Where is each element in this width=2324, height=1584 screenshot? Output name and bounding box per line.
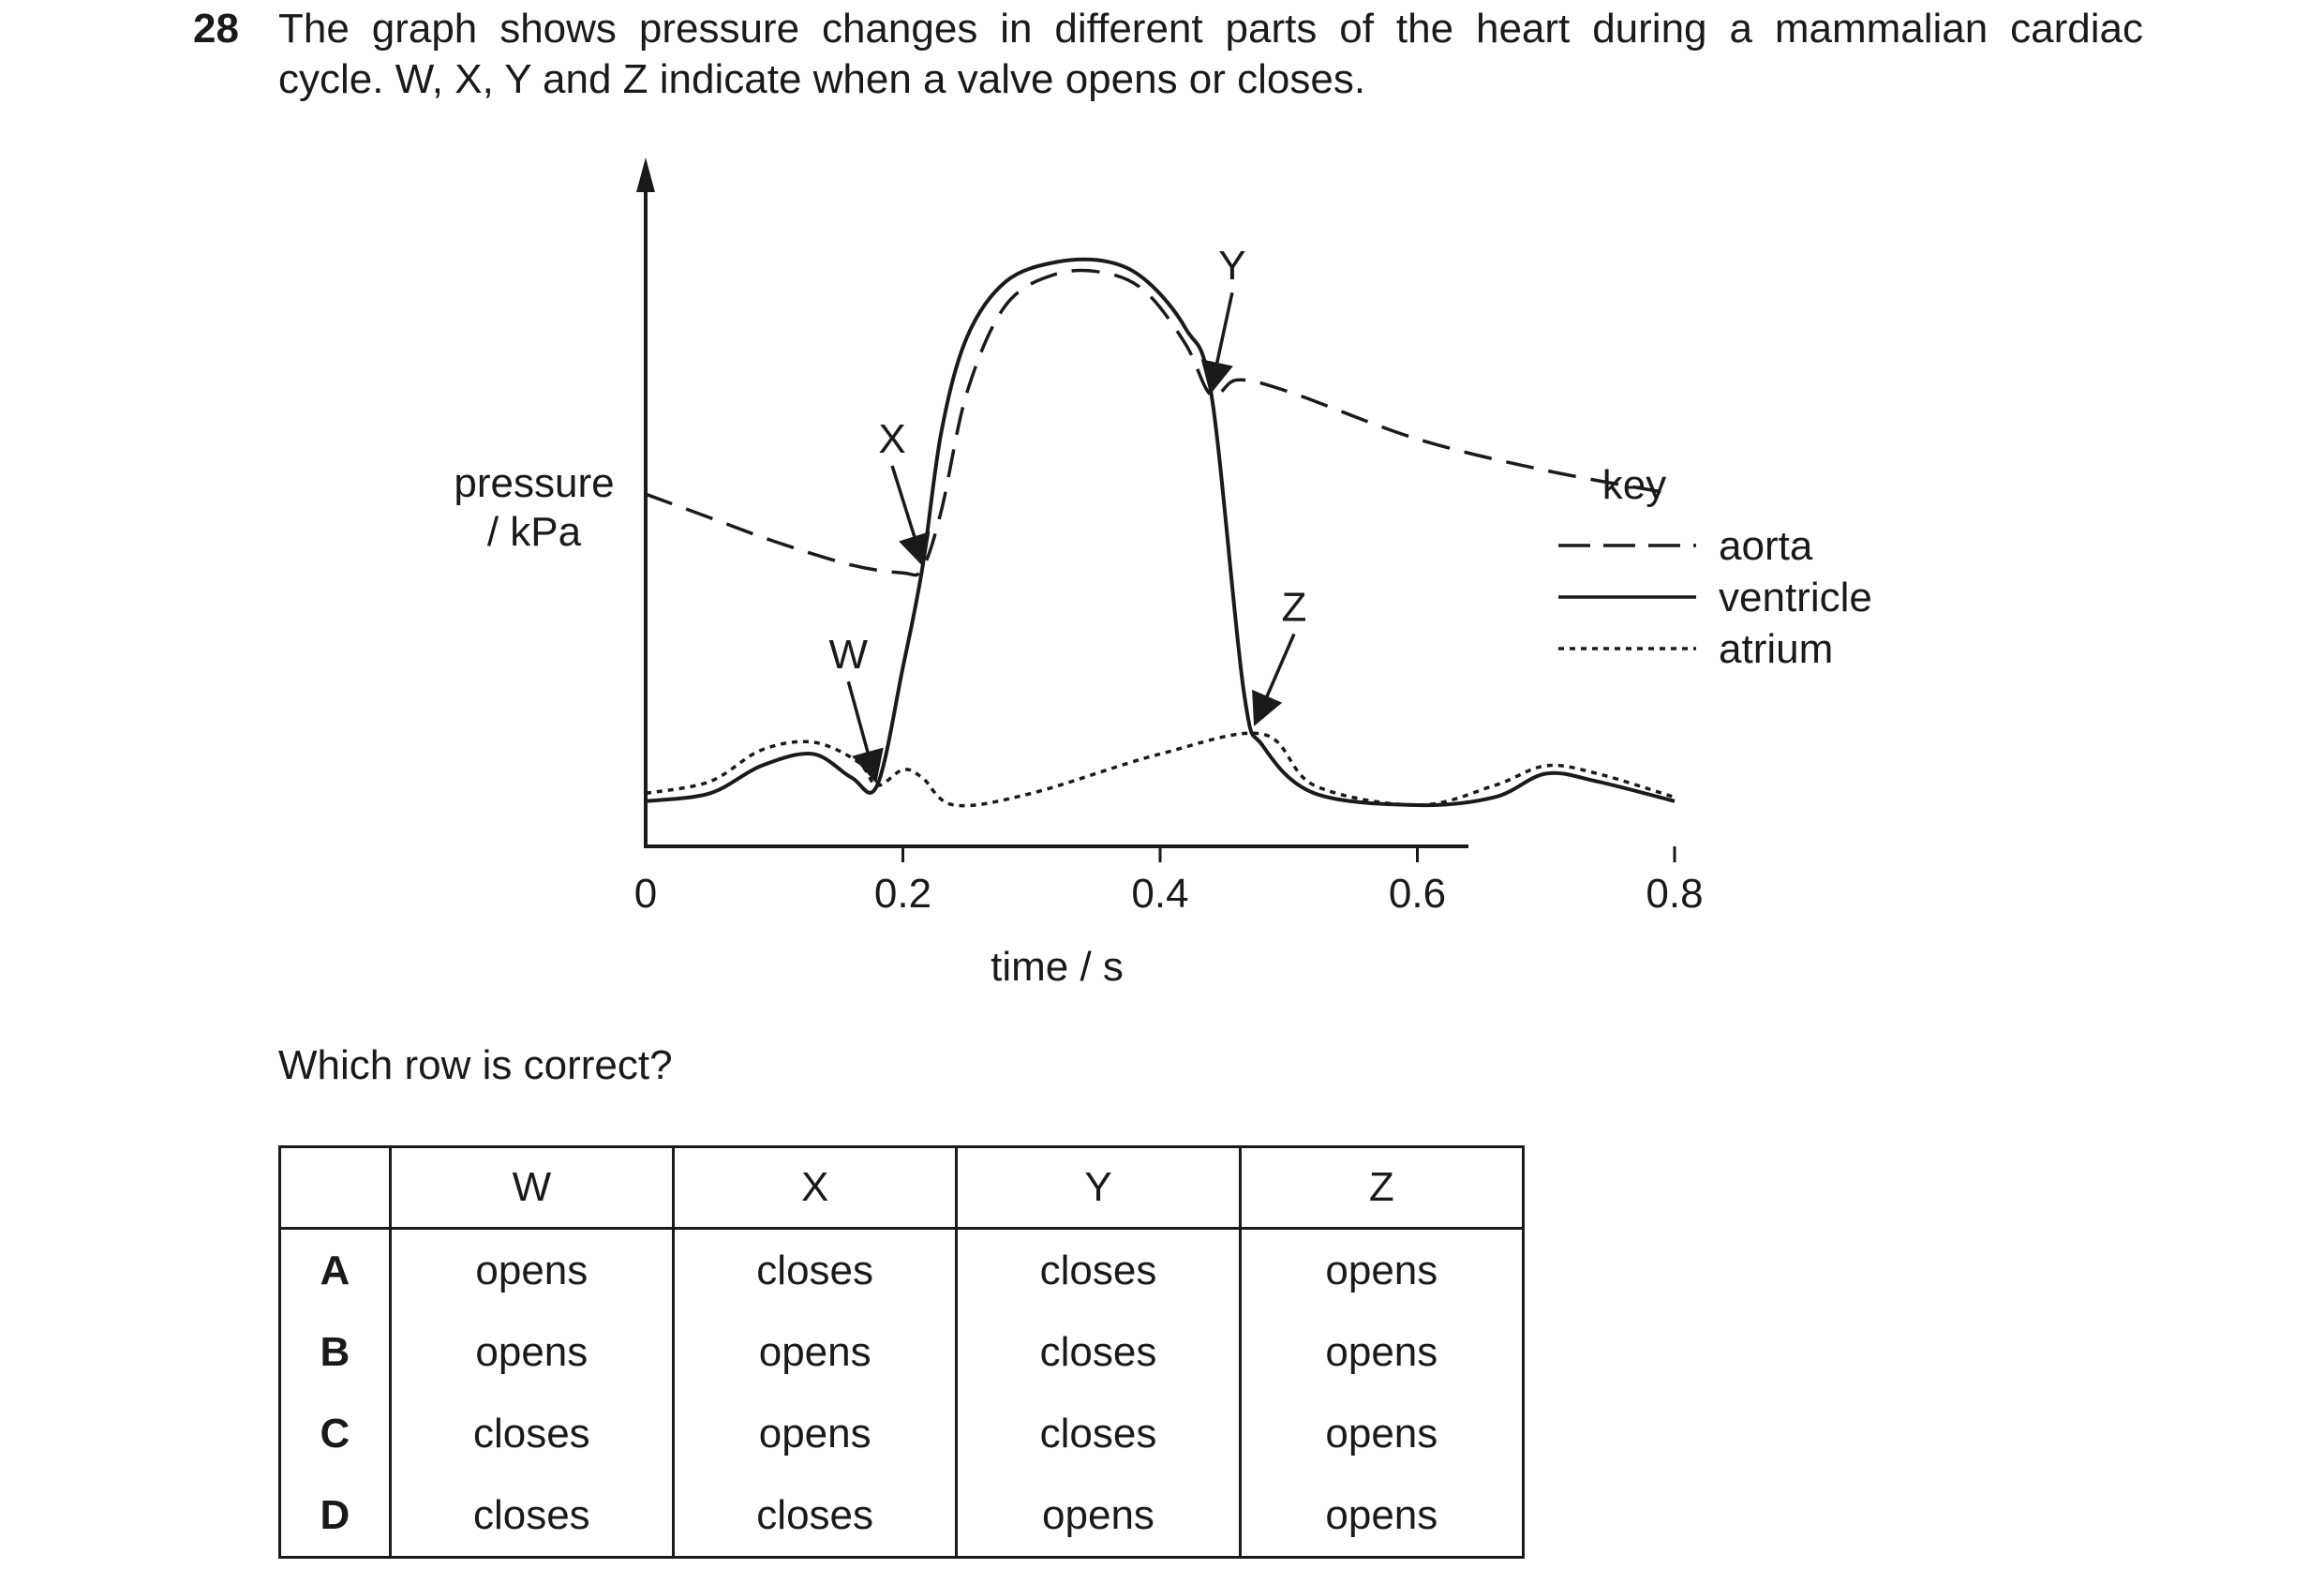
x-tick-label: 0 bbox=[633, 871, 658, 917]
table-row[interactable] bbox=[280, 1474, 1524, 1558]
annotation-arrow-y bbox=[1212, 292, 1232, 388]
table-cell: closes bbox=[957, 1229, 1240, 1312]
table-header-y: Y bbox=[957, 1147, 1240, 1229]
table-header-row bbox=[280, 1147, 1524, 1229]
table-cell: opens bbox=[1240, 1311, 1523, 1393]
annotation-label-x: X bbox=[878, 416, 906, 462]
valve-annotations bbox=[829, 243, 1307, 777]
table-cell: opens bbox=[674, 1393, 957, 1474]
x-tick-label: 0.8 bbox=[1646, 871, 1704, 917]
table-cell: closes bbox=[674, 1474, 957, 1558]
annotation-label-w: W bbox=[828, 632, 869, 679]
question-number: 28 bbox=[193, 6, 239, 52]
row-label: C bbox=[280, 1393, 391, 1474]
x-tick-label: 0.6 bbox=[1388, 871, 1447, 917]
legend-label-atrium: atrium bbox=[1719, 626, 1834, 672]
table-cell: opens bbox=[957, 1474, 1240, 1558]
legend-title: key bbox=[1601, 462, 1667, 508]
y-axis-arrowhead bbox=[636, 157, 655, 192]
row-label: A bbox=[280, 1229, 391, 1312]
row-label: D bbox=[280, 1474, 391, 1558]
table-cell: opens bbox=[1240, 1229, 1523, 1312]
question-prompt: Which row is correct? bbox=[278, 1042, 673, 1088]
row-label: B bbox=[280, 1311, 391, 1393]
table-cell: opens bbox=[390, 1311, 673, 1393]
table-cell: opens bbox=[1240, 1474, 1523, 1558]
x-axis-label: time / s bbox=[991, 944, 1124, 990]
table-cell: opens bbox=[390, 1229, 673, 1312]
series-line-ventricle bbox=[646, 260, 1675, 805]
y-axis-label-line-2: / kPa bbox=[486, 509, 582, 555]
table-cell: opens bbox=[1240, 1393, 1523, 1474]
annotation-arrow-x bbox=[892, 466, 922, 561]
y-axis-label-line-1: pressure bbox=[454, 460, 615, 506]
x-tick-labels bbox=[634, 871, 1704, 917]
table-cell: opens bbox=[674, 1311, 957, 1393]
annotation-arrow-w bbox=[848, 681, 874, 777]
question-text-line-1: The graph shows pressure changes in different parts of the heart during a mammalian cardiac bbox=[278, 6, 2143, 52]
x-tick-label: 0.4 bbox=[1131, 871, 1189, 917]
table-header-w: W bbox=[390, 1147, 673, 1229]
x-ticks bbox=[903, 846, 1676, 862]
table-row[interactable] bbox=[280, 1311, 1524, 1393]
answer-table bbox=[278, 1145, 1525, 1559]
legend-label-aorta: aorta bbox=[1719, 523, 1813, 569]
x-tick-label: 0.2 bbox=[873, 871, 932, 917]
table-header-corner bbox=[280, 1147, 391, 1229]
table-cell: closes bbox=[957, 1311, 1240, 1393]
series-line-atrium bbox=[646, 733, 1675, 805]
table-row[interactable] bbox=[280, 1393, 1524, 1474]
table-cell: closes bbox=[390, 1474, 673, 1558]
legend-label-ventricle: ventricle bbox=[1719, 575, 1872, 620]
table-cell: closes bbox=[390, 1393, 673, 1474]
annotation-arrow-z bbox=[1257, 634, 1294, 720]
table-header-x: X bbox=[674, 1147, 957, 1229]
annotation-label-y: Y bbox=[1218, 243, 1246, 290]
legend bbox=[1558, 462, 1872, 672]
table-cell: closes bbox=[957, 1393, 1240, 1474]
table-row[interactable] bbox=[280, 1229, 1524, 1312]
annotation-label-z: Z bbox=[1281, 584, 1307, 631]
table-header-z: Z bbox=[1240, 1147, 1523, 1229]
series-line-aorta bbox=[646, 271, 1675, 575]
series-lines bbox=[646, 260, 1675, 806]
table-cell: closes bbox=[674, 1229, 957, 1312]
question-text-line-2: cycle. W, X, Y and Z indicate when a valve opens or closes. bbox=[278, 56, 1366, 102]
